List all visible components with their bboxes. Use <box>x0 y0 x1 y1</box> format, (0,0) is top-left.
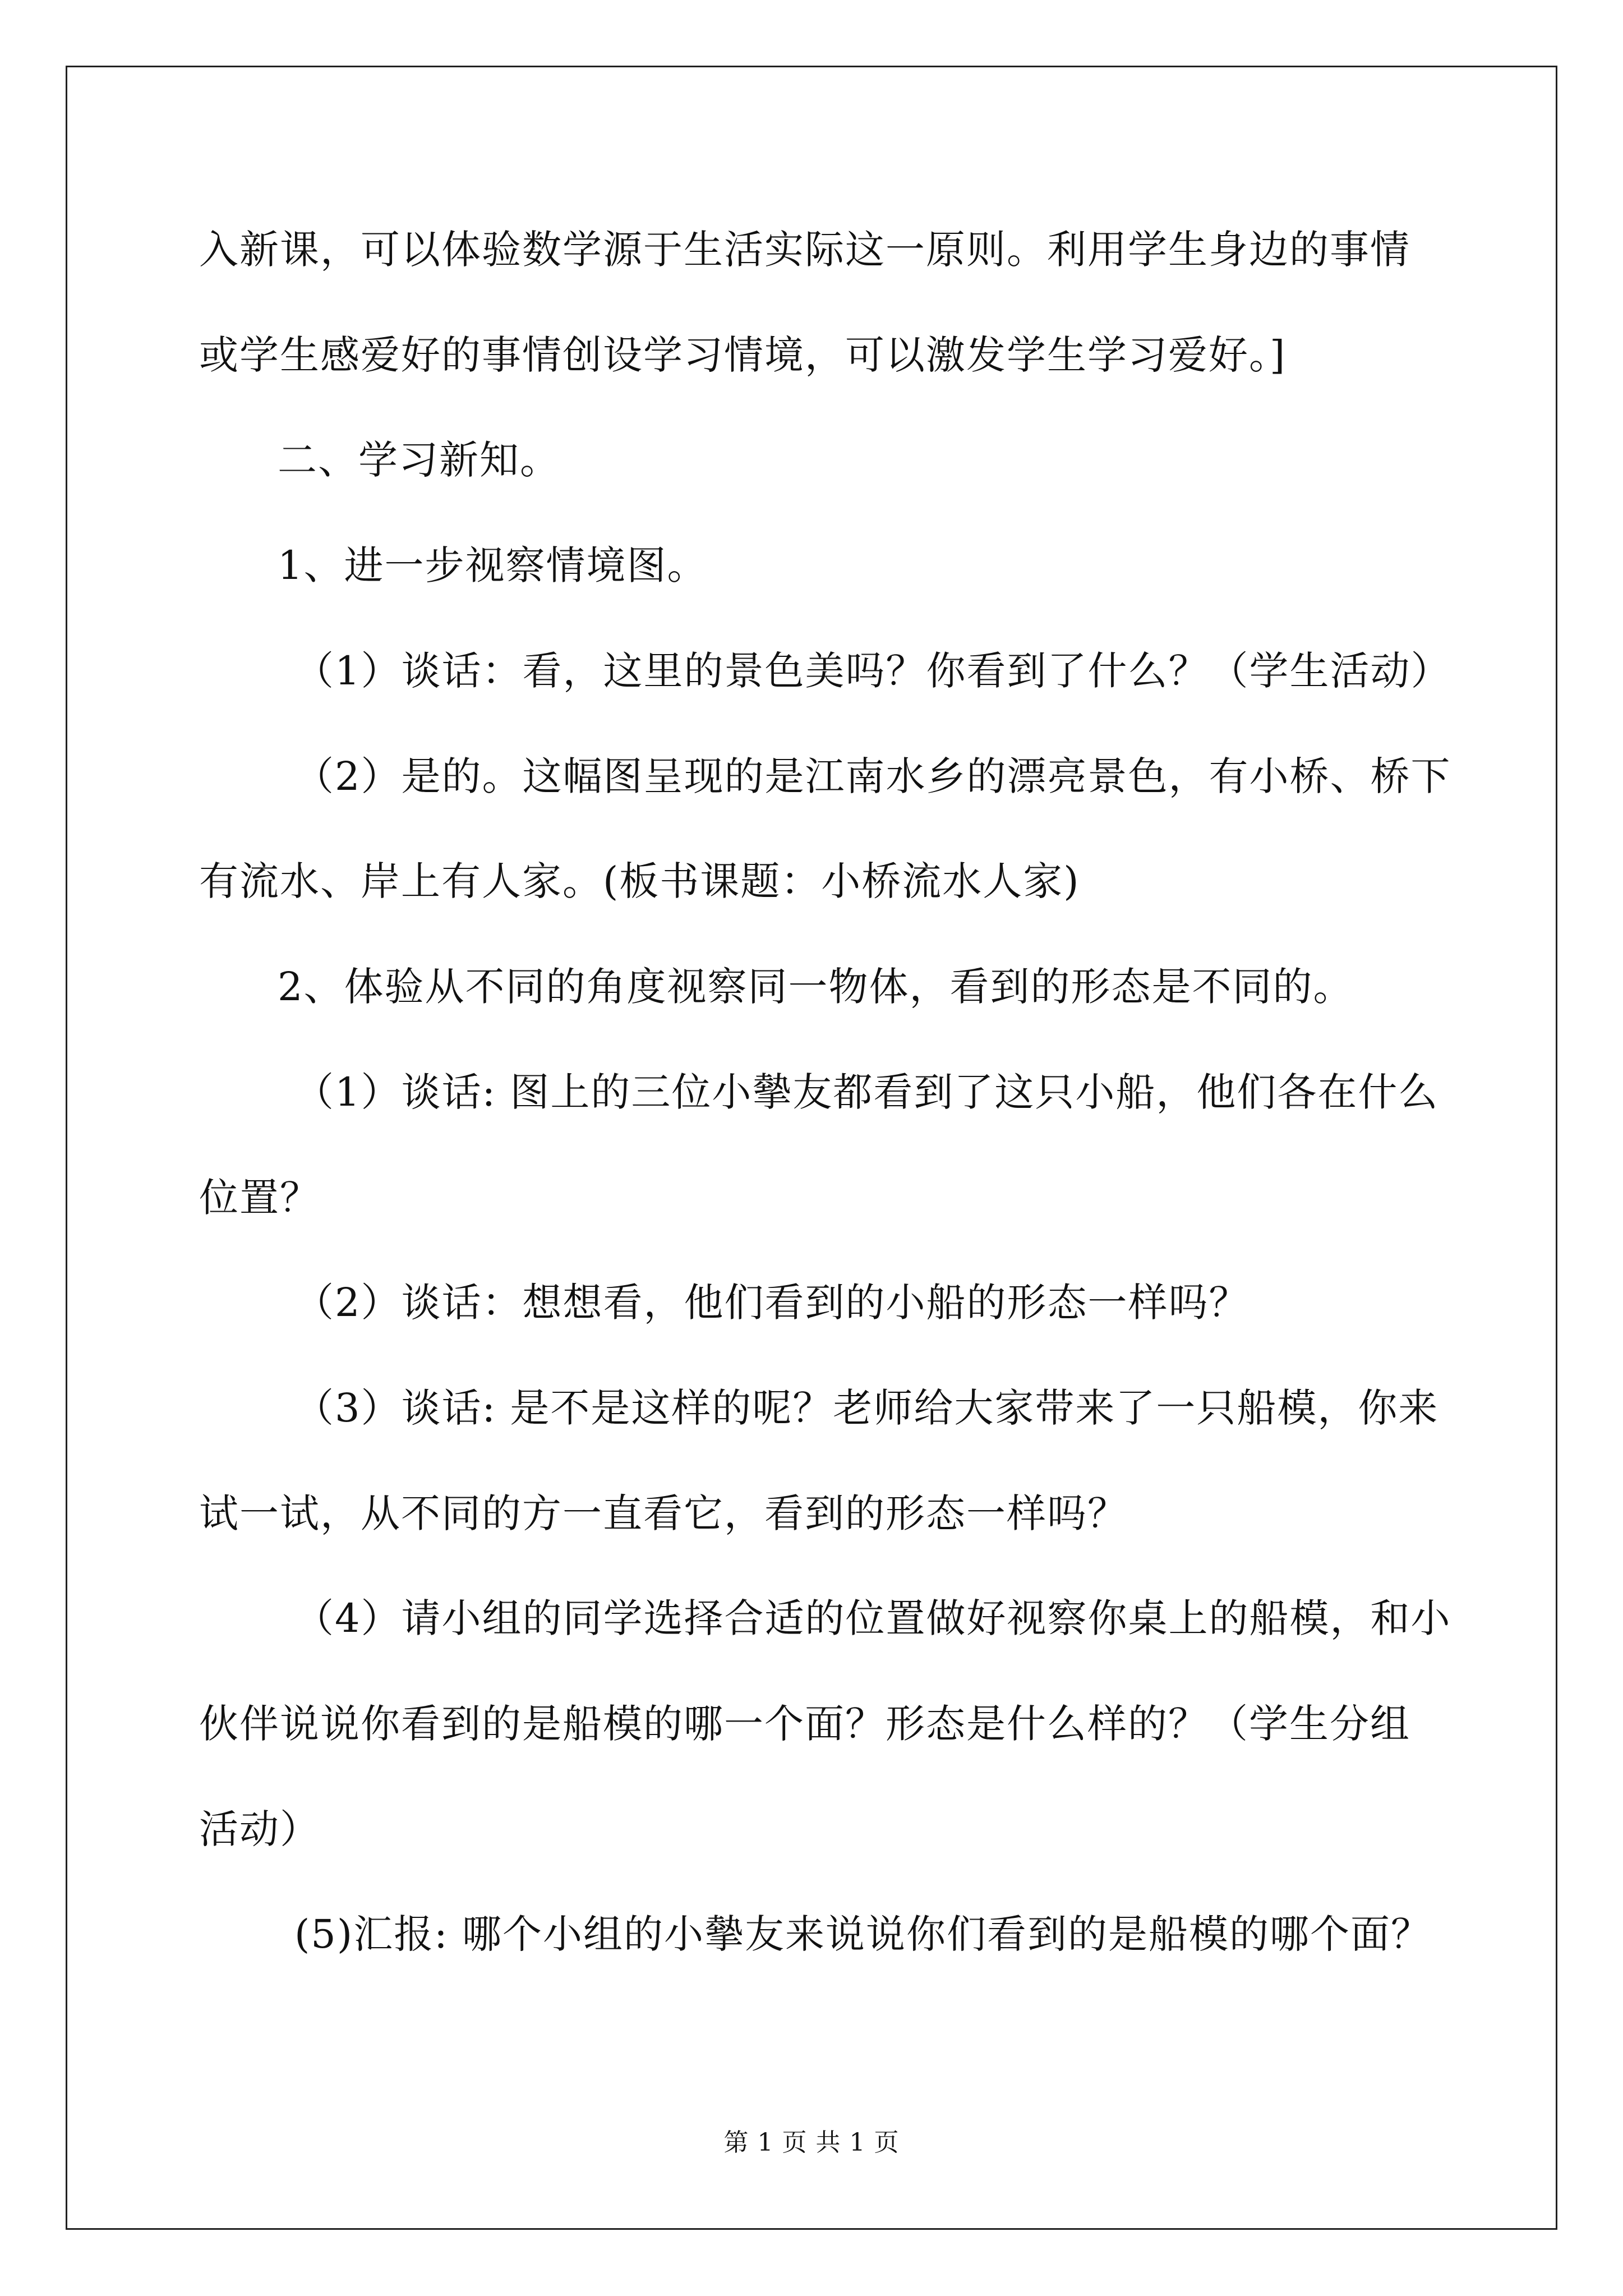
text-line: 位置？ <box>199 1175 320 1221</box>
page-border <box>66 66 1557 2230</box>
text-line: 或学生感爱好的事情创设学习情境，可以激发学生学习爱好。] <box>199 332 1287 378</box>
text-line: 二、学习新知。 <box>278 437 560 483</box>
text-line: 活动） <box>199 1806 320 1852</box>
text-line: 1、进一步视察情境图。 <box>278 542 708 588</box>
text-line: 有流水、岸上有人家。(板书课题：小桥流水人家) <box>199 858 1080 904</box>
text-line: （1）谈话：看，这里的景色美吗？你看到了什么？（学生活动） <box>294 648 1451 694</box>
text-line: （2）谈话：想想看，他们看到的小船的形态一样吗？ <box>294 1280 1249 1326</box>
text-line: 伙伴说说你看到的是船模的哪一个面？形态是什么样的？（学生分组 <box>199 1701 1410 1747</box>
text-line: （1）谈话: 图上的三位小摰友都看到了这只小船，他们各在什么 <box>294 1069 1439 1115</box>
page-number-footer: 第 1 页 共 1 页 <box>723 2128 900 2157</box>
text-line: (5)汇报: 哪个小组的小摰友来说说你们看到的是船模的哪个面？ <box>294 1911 1431 1957</box>
text-line: （2）是的。这幅图呈现的是江南水乡的漂亮景色，有小桥、桥下 <box>294 753 1451 799</box>
text-line: （4）请小组的同学选择合适的位置做好视察你桌上的船模，和小 <box>294 1595 1451 1641</box>
text-line: （3）谈话: 是不是这样的呢？老师给大家带来了一只船模，你来 <box>294 1385 1439 1431</box>
text-line: 入新课，可以体验数学源于生活实际这一原则。利用学生身边的事情 <box>199 227 1410 273</box>
text-line: 2、体验从不同的角度视察同一物体，看到的形态是不同的。 <box>278 964 1354 1010</box>
text-line: 试一试，从不同的方一直看它，看到的形态一样吗？ <box>199 1490 1128 1536</box>
